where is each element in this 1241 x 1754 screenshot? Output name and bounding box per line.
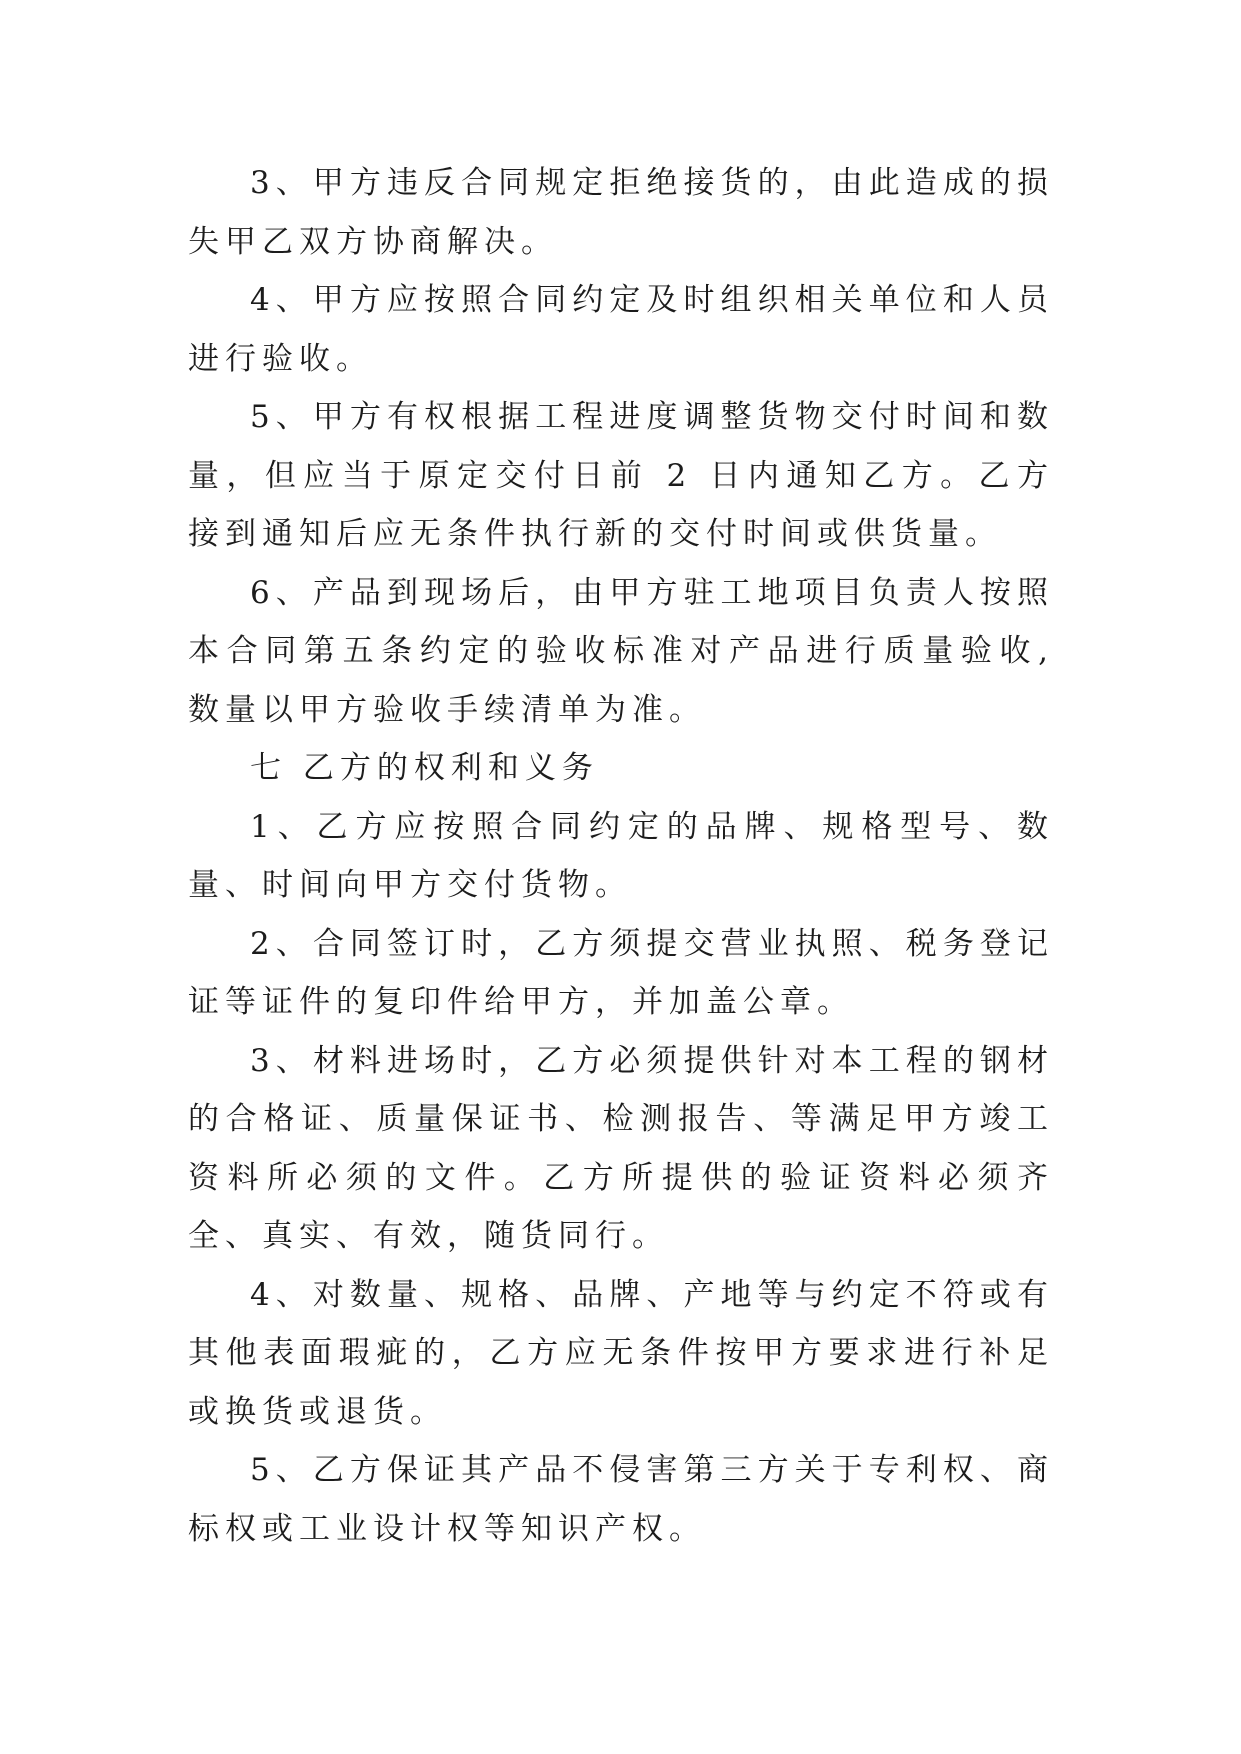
- clause-party-b-5: 5、乙方保证其产品不侵害第三方关于专利权、商标权或工业设计权等知识产权。: [188, 1452, 1054, 1547]
- section-heading-party-b: 七 乙方的权利和义务: [250, 750, 599, 786]
- clause-party-b-1: 1、乙方应按照合同约定的品牌、规格型号、数量、时间向甲方交付货物。: [188, 808, 1054, 903]
- clause-party-a-3: 3、甲方违反合同规定拒绝接货的，由此造成的损失甲乙双方协商解决。: [188, 165, 1054, 260]
- clause-party-a-5: 5、甲方有权根据工程进度调整货物交付时间和数量，但应当于原定交付日前 2 日内通知乙方。乙方接到通知后应无条件执行新的交付时间或供货量。: [188, 399, 1054, 552]
- clause-party-a-6: 6、产品到现场后，由甲方驻工地项目负责人按照本合同第五条约定的验收标准对产品进行质量验收,数量以甲方验收手续清单为准。: [188, 574, 1054, 728]
- clause-party-a-4: 4、甲方应按照合同约定及时组织相关单位和人员进行验收。: [188, 282, 1054, 377]
- clause-party-b-4: 4、对数量、规格、品牌、产地等与约定不符或有其他表面瑕疵的，乙方应无条件按甲方要求进行补足或换货或退货。: [188, 1276, 1054, 1430]
- clause-party-b-3: 3、材料进场时，乙方必须提供针对本工程的钢材的合格证、质量保证书、检测报告、等满足甲方竣工资料所必须的文件。乙方所提供的验证资料必须齐全、真实、有效，随货同行。: [188, 1042, 1054, 1254]
- document-body: [188, 154, 1054, 1558]
- clause-party-b-2: 2、合同签订时，乙方须提交营业执照、税务登记证等证件的复印件给甲方，并加盖公章。: [188, 925, 1054, 1020]
